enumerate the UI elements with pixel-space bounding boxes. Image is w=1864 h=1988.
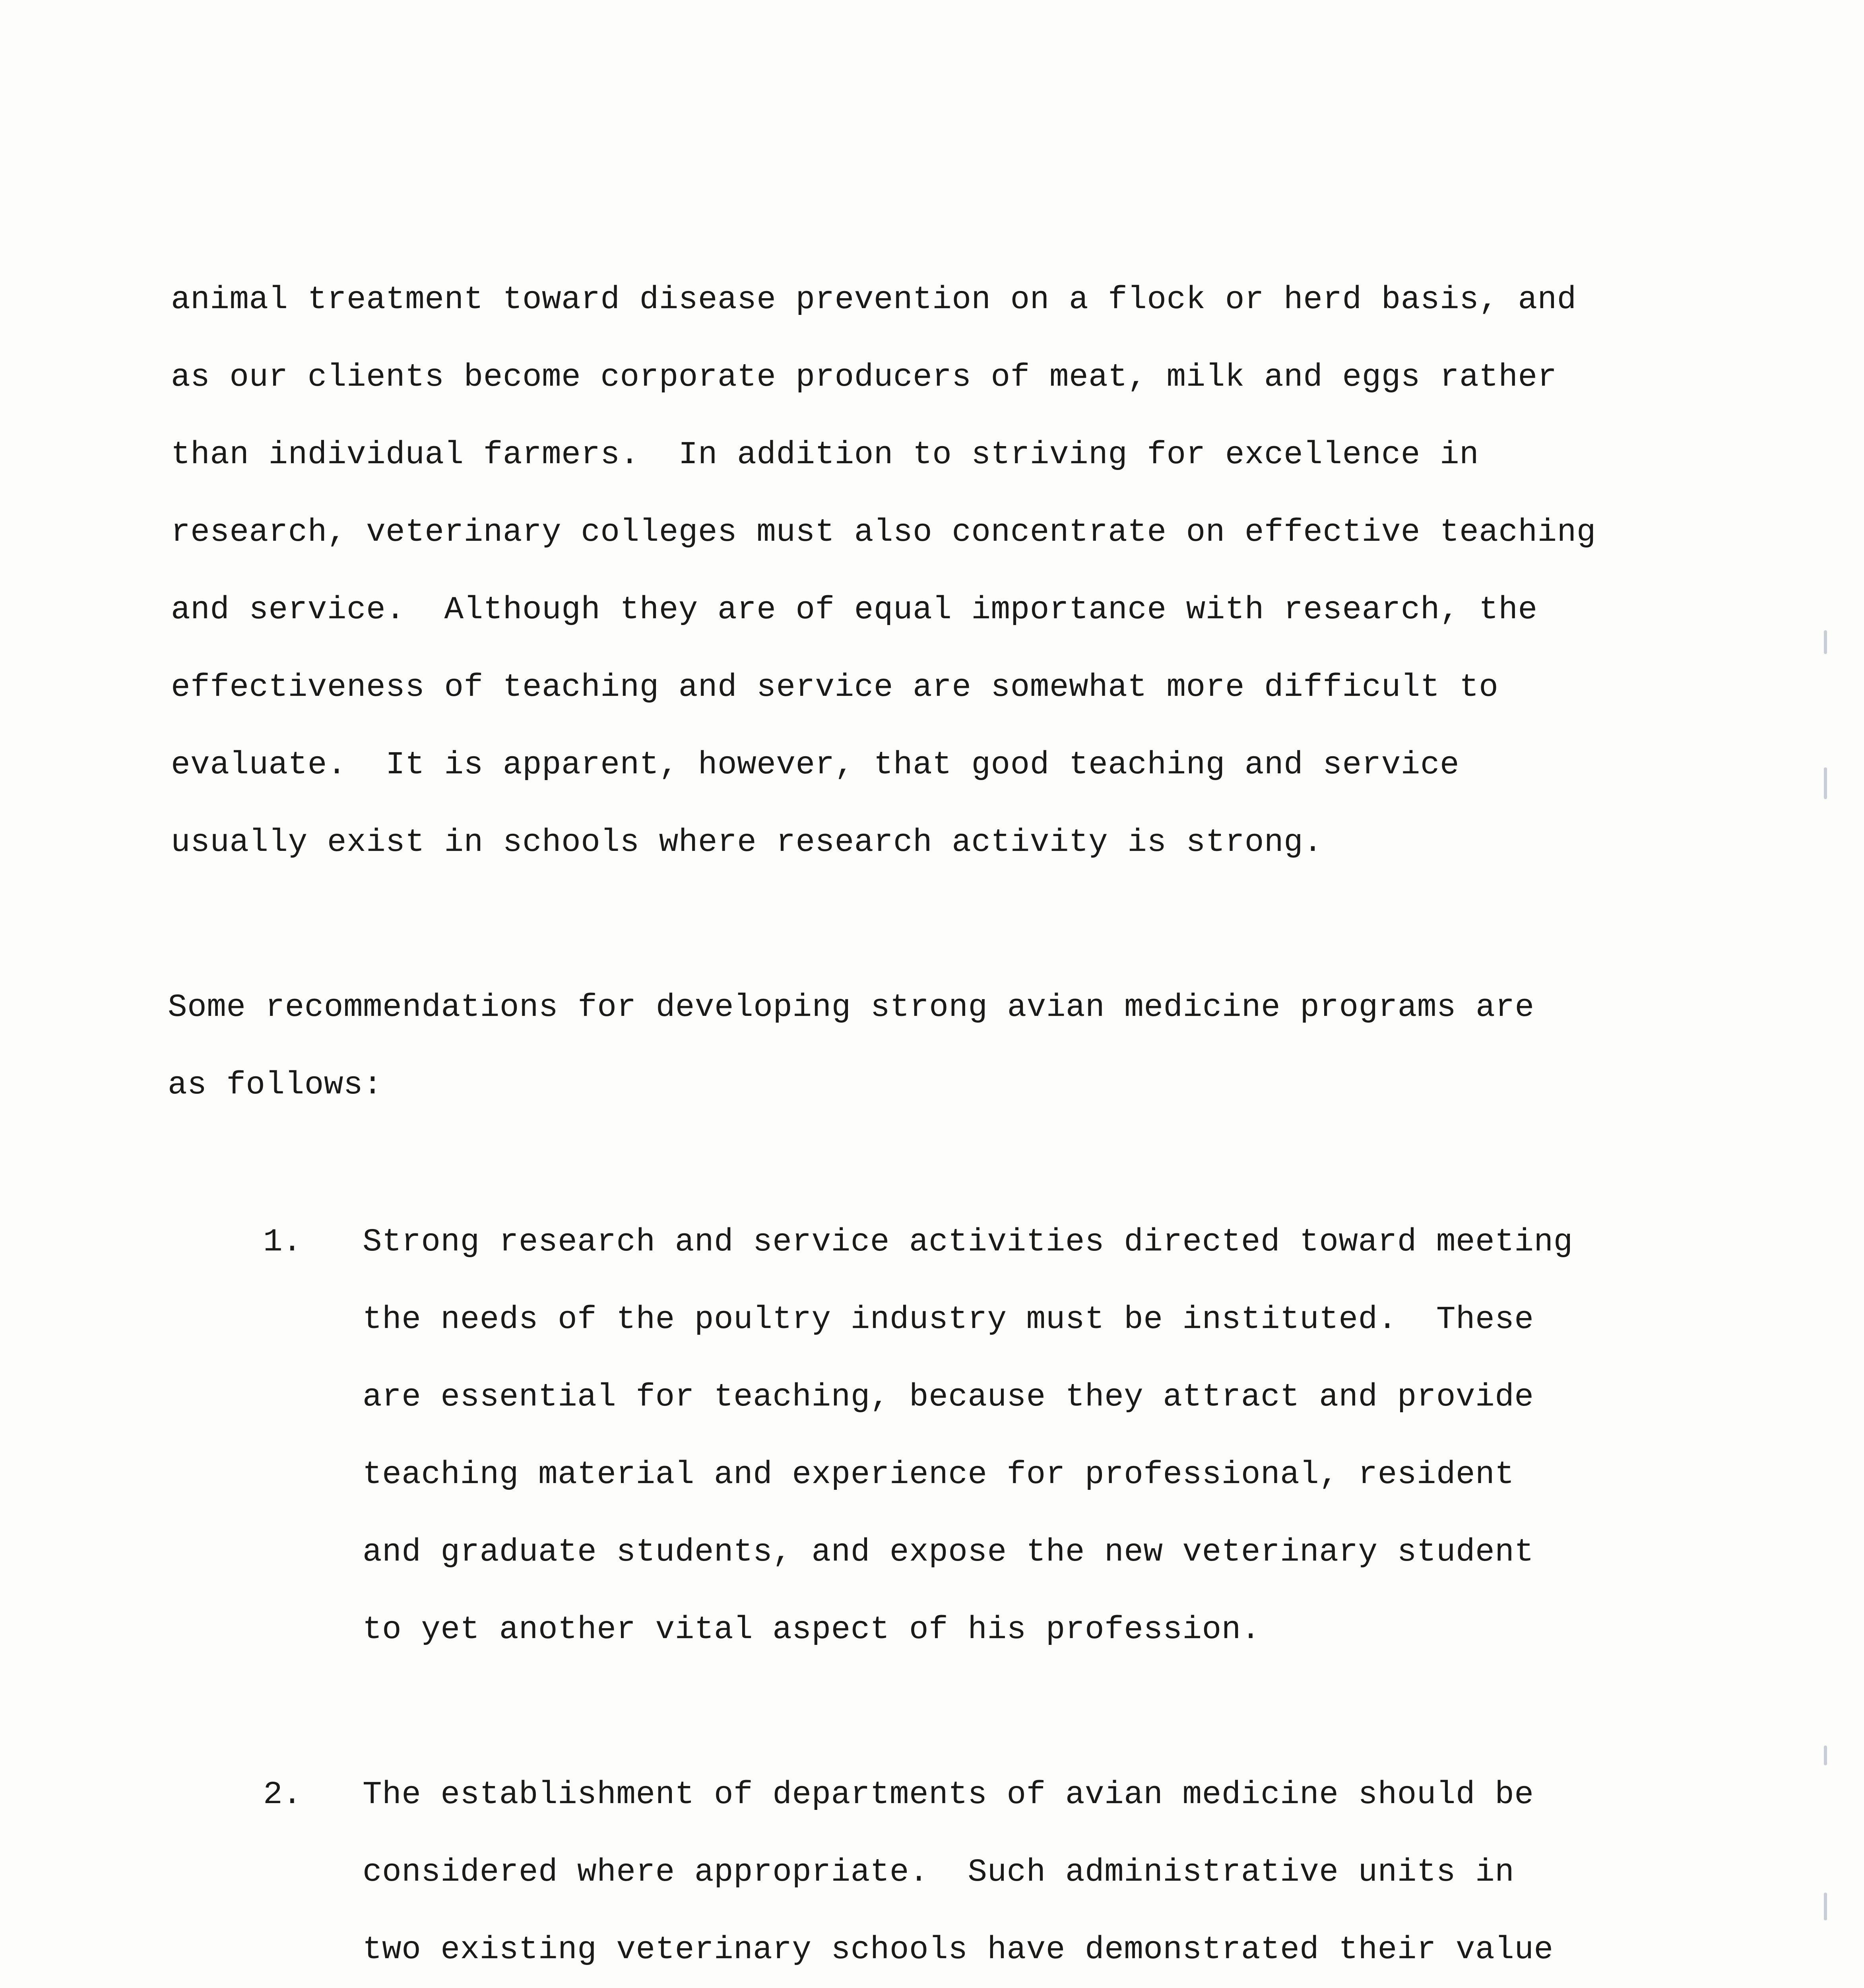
- text-line: effectiveness of teaching and service are somewhat more difficult to: [171, 670, 1499, 706]
- text-line: Some recommendations for developing strong avian medicine programs are: [168, 990, 1534, 1026]
- text-line: as our clients become corporate producers of meat, milk and eggs rather: [171, 359, 1557, 396]
- text-line: animal treatment toward disease prevention on a flock or herd basis, and: [171, 282, 1577, 318]
- text-line: The establishment of departments of avian medicine should be: [363, 1777, 1534, 1813]
- scan-artifact: [1824, 1893, 1827, 1920]
- scan-artifact: [1824, 630, 1827, 654]
- text-line: are essential for teaching, because they attract and provide: [363, 1379, 1534, 1415]
- text-line: considered where appropriate. Such administrative units in: [363, 1854, 1515, 1891]
- list-number: 1.: [263, 1224, 302, 1260]
- scan-artifact: [1824, 767, 1827, 799]
- scan-artifact: [1824, 1745, 1827, 1765]
- text-line: two existing veterinary schools have demonstrated their value: [363, 1932, 1554, 1968]
- text-line: and graduate students, and expose the new veterinary student: [363, 1534, 1534, 1571]
- text-line: Strong research and service activities directed toward meeting: [363, 1224, 1573, 1260]
- text-line: evaluate. It is apparent, however, that good teaching and service: [171, 747, 1460, 783]
- text-line: as follows:: [168, 1067, 383, 1103]
- text-line: and service. Although they are of equal importance with research, the: [171, 592, 1538, 628]
- text-line: research, veterinary colleges must also concentrate on effective teaching: [171, 514, 1596, 551]
- text-line: the needs of the poultry industry must be instituted. These: [363, 1302, 1534, 1338]
- text-line: to yet another vital aspect of his profession.: [363, 1612, 1261, 1648]
- text-line: teaching material and experience for professional, resident: [363, 1457, 1515, 1493]
- list-number: 2.: [263, 1777, 302, 1813]
- text-line: than individual farmers. In addition to striving for excellence in: [171, 437, 1479, 473]
- text-line: usually exist in schools where research activity is strong.: [171, 825, 1323, 861]
